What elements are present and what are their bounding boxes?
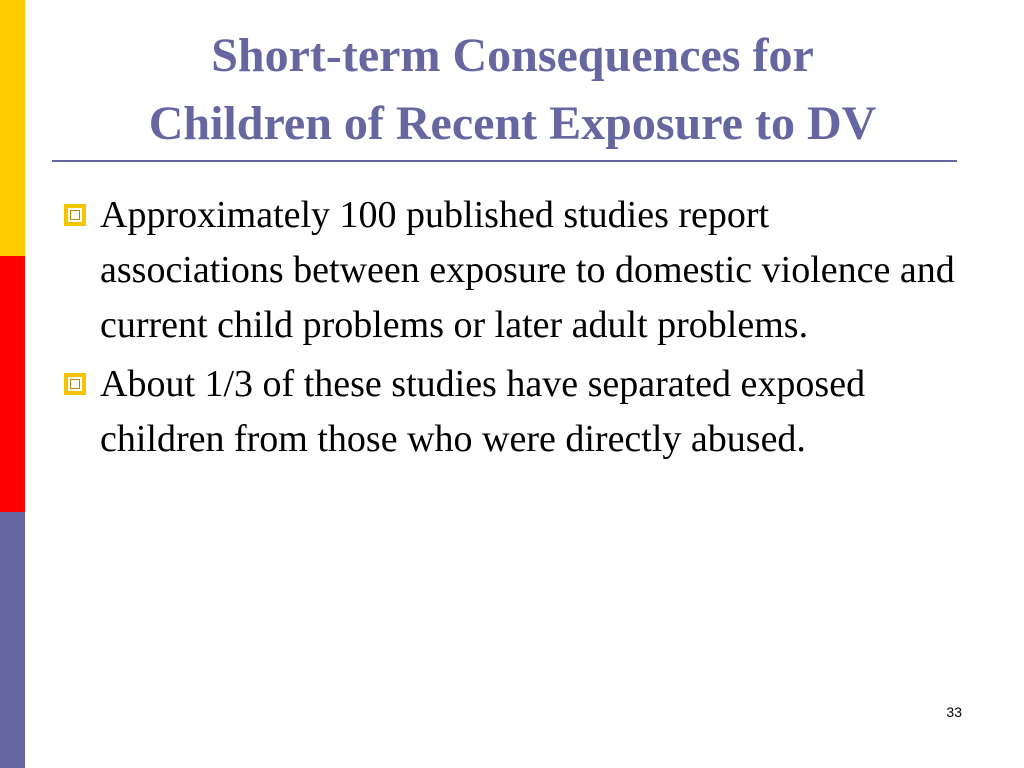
bullet-text: Approximately 100 published studies report associations between exposure to domestic violence and current child problems or later adult problems. <box>100 194 955 346</box>
page-number: 33 <box>946 704 962 720</box>
side-bar-red-segment <box>0 256 25 512</box>
bullet-item-studies-count <box>62 188 962 353</box>
side-bar-yellow-segment <box>0 0 25 256</box>
hollow-square-bullet-icon <box>64 204 86 226</box>
side-color-bar <box>0 0 25 768</box>
slide-title <box>60 22 965 158</box>
bullet-item-separated-studies <box>62 357 962 467</box>
title-underline-rule <box>52 160 957 162</box>
side-bar-purple-segment <box>0 512 25 768</box>
bullet-list <box>62 188 962 471</box>
slide-title-line-2: Children of Recent Exposure to DV <box>148 97 877 150</box>
hollow-square-bullet-icon <box>64 373 86 395</box>
bullet-text: About 1/3 of these studies have separated exposed children from those who were directly abused. <box>100 363 866 460</box>
slide-title-line-1: Short-term Consequences for <box>211 29 814 82</box>
